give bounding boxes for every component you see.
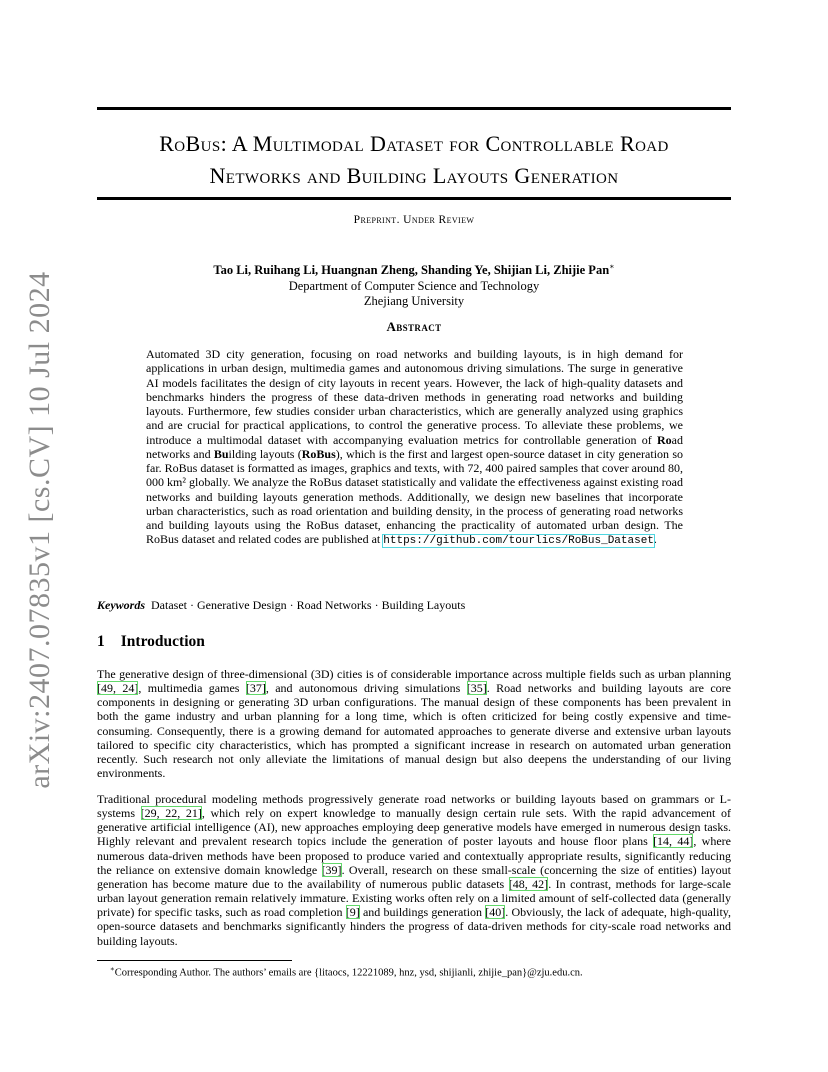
footnote-rule — [97, 960, 292, 961]
preprint-label: Preprint. Under Review — [353, 214, 475, 226]
abstract-part: ), which is the first and largest open-source dataset in city generation so far. RoBus dataset is formatted as images, graphics and texts, with 72, 400 paired samples that cover around 80, 000 km² globally. We analyze the RoBus dataset statistically and validate the effectiveness against existing road networks and building layouts generation methods. Additionally, we design new baselines that incorporate urban characteristics, such as road orientation and building density, in the process of generating road networks and building layouts using the RoBus dataset, enhancing the practicality of automated urban design. The RoBus dataset and related codes are published at — [146, 446, 683, 547]
arxiv-stamp — [18, 271, 62, 789]
intro-paragraph-1 — [97, 667, 731, 780]
citation-link[interactable]: [29, 22, 21] — [140, 806, 202, 821]
footnote-mark: ∗ — [110, 965, 115, 973]
keywords-line — [97, 598, 731, 613]
section-number: 1 — [97, 633, 105, 650]
abstract-bold-robus: RoBus — [301, 446, 336, 461]
text-run: and buildings generation — [359, 905, 486, 920]
text-run: . Obviously, the lack of adequate, high-quality, open-source datasets and benchmarks significantly hinders the progress of data-driven methods for city-scale road networks and building layouts. — [97, 905, 731, 948]
university: Zhejiang University — [363, 294, 465, 309]
author-block — [97, 259, 731, 310]
abstract-text — [146, 347, 683, 549]
text-run: The generative design of three-dimensional (3D) cities is of considerable importance across multiple fields such as urban planning — [97, 667, 731, 681]
text-run: Traditional procedural modeling methods progressively generate road networks or building layouts based on grammars or L-systems — [97, 792, 731, 821]
text-run: . Overall, research on these small-scale (concerning the size of entities) layout generation has become mature due to the availability of numerous public datasets — [97, 862, 731, 891]
text-run: , which rely on expert knowledge to manually design certain rule sets. With the rapid advancement of generative artificial intelligence (AI), new approaches employing deep generative models have emerged in numerous design tasks. Highly relevant and prevalent research topics include the generation of poster layouts and house floor plans — [97, 806, 731, 849]
citation-link[interactable]: [49, 24] — [97, 681, 139, 696]
citation-link[interactable]: [35] — [466, 681, 487, 696]
author-names: Tao Li, Ruihang Li, Huangnan Zheng, Shanding Ye, Shijian Li, Zhijie Pan — [213, 263, 610, 278]
abstract-bold-ro: Ro — [657, 432, 672, 447]
citation-link[interactable]: [40] — [485, 905, 506, 920]
citation-link[interactable]: [48, 42] — [508, 876, 549, 891]
text-run: . Road networks and building layouts are core components in designing or generating 3D urban configurations. The manual design of these components has been prevalent in both the game industry and urban planning for a long time, which is often criticized for being costly expensive and time-consuming. Consequently, there is a growing demand for automated approaches to generate diverse and extensive urban layouts tailored to specific city characteristics, which has prompted a significant increase in research on automated urban generation recently. Such research not only alleviate the limitations of manual design but also deepens the understanding of our living environments. — [97, 681, 731, 781]
title-line-2: Networks and Building Layouts Generation — [209, 163, 619, 188]
abstract-bold-bu: Bu — [213, 446, 229, 461]
citation-link[interactable]: [37] — [245, 681, 266, 696]
intro-paragraph-2 — [97, 792, 731, 948]
text-run: , and autonomous driving simulations — [265, 681, 467, 696]
footnote — [110, 963, 735, 980]
abstract-part: ilding layouts ( — [228, 446, 302, 461]
footnote-text: Corresponding Author. The authors’ emails are {litaocs, 12221089, hnz, ysd, shijianli, zhijie_pan}@zju.edu.cn. — [114, 967, 583, 979]
abstract-heading: Abstract — [386, 319, 442, 334]
abstract-part: . — [653, 532, 657, 547]
keywords-list: Dataset · Generative Design · Road Networks · Building Layouts — [151, 598, 466, 612]
text-run: , multimedia games — [138, 681, 246, 696]
title-top-rule — [97, 107, 731, 110]
text-run: . In contrast, methods for large-scale urban layout generation remain relatively immature. Existing works often rely on a limited amount of self-collected data (generally private) for specific tasks, such as road completion — [97, 876, 731, 920]
department: Department of Computer Science and Technology — [288, 278, 540, 293]
paper-title — [97, 128, 731, 192]
abstract-part: Automated 3D city generation, focusing on road networks and building layouts, is in high demand for applications in urban design, multimedia games and autonomous driving simulations. The surge in generative AI models facilitates the design of city layouts in recent years. However, the lack of high-quality datasets and benchmarks hinders the progress of these data-driven methods in generating road networks and building layouts. Furthermore, few studies consider urban characteristics, which are generally analyzed using graphics and are crucial for practical applications, to control the generative process. To alleviate these problems, we introduce a multimodal dataset with accompanying evaluation metrics for controllable generation of — [146, 347, 683, 447]
dataset-link[interactable]: https://github.com/tourlics/RoBus_Dataset — [383, 535, 654, 548]
author-footnote-mark: ∗ — [609, 262, 615, 271]
citation-link[interactable]: [9] — [345, 905, 360, 920]
arxiv-id-text: arXiv:2407.07835v1 [cs.CV] 10 Jul 2024 — [23, 271, 56, 789]
keywords-label: Keywords — [97, 598, 145, 612]
section-heading-introduction — [97, 633, 205, 651]
title-line-1: RoBus: A Multimodal Dataset for Controllable Road — [159, 131, 669, 156]
section-title: Introduction — [120, 633, 205, 650]
title-bottom-rule — [97, 197, 731, 200]
citation-link[interactable]: [14, 44] — [653, 834, 694, 849]
text-run: , where numerous data-driven methods have been proposed to produce varied and contextually appropriate results, significantly reducing the reliance on extensive domain knowledge — [97, 834, 731, 877]
citation-link[interactable]: [39] — [321, 862, 342, 877]
abstract-part: ad networks and — [146, 432, 683, 461]
